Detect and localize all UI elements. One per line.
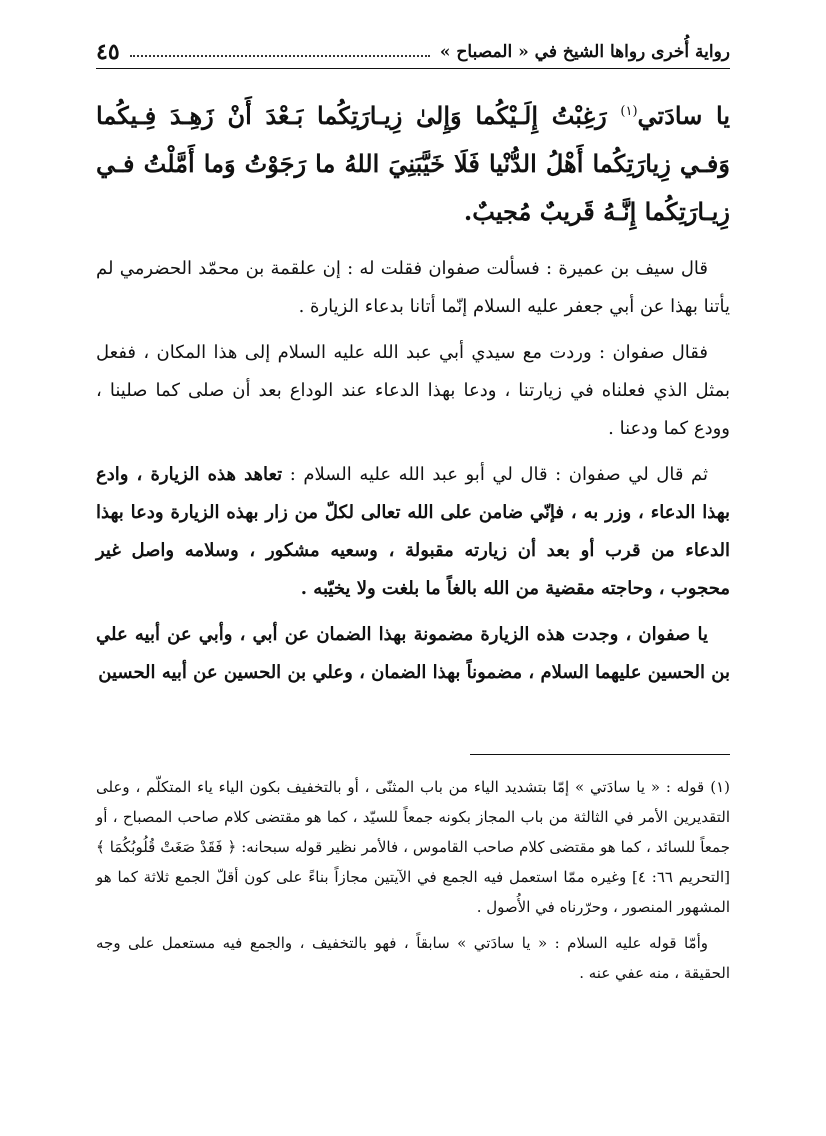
- paragraph-4: يا صفوان ، وجدت هذه الزيارة مضمونة بهذا الضمان عن أبي ، وأبي عن أبيه علي بن الحسين عليهما السلام ، مضموناً بهذا الضمان ، وعلي بن الحسين عن أبيه الحسين: [96, 624, 730, 683]
- header-dot-leader: [130, 55, 430, 57]
- footnote-separator: [470, 754, 730, 755]
- prayer-body: رَغِبْتُ إِلَـيْكُما وَإِلىٰ زِيـارَتِكُما بَـعْدَ أَنْ زَهِـدَ فِـيكُما وَفـي زِيارَتِكُما أَهْلُ الدُّنْيا فَلَا خَيَّبَنِيَ اللهُ ما رَجَوْتُ وَما أَمَّلْتُ فـي زِيـارَتِكُما إِنَّـهُ قَريبٌ مُجيبٌ.: [96, 101, 730, 226]
- paragraph-3-quote: تعاهد هذه الزيارة ، وادع بهذا الدعاء ، وزر به ، فإنّي ضامن على الله تعالى لكلّ من زار بهذه الزيارة ودعا بهذا الدعاء من قرب أو بعد أن زيارته مقبولة ، وسعيه مشكور ، وسلامه واصل غير محجوب ، وحاجته مقضية من الله بالغاً ما بلغت ولا يخيّبه .: [96, 464, 730, 599]
- paragraph-2: فقال صفوان : وردت مع سيدي أبي عبد الله عليه السلام إلى هذا المكان ، ففعل بمثل الذي فعلناه في زيارتنا ، ودعا بهذا الدعاء عند الوداع بعد أن صلى كما صلينا ، وودع كما ودعنا .: [96, 342, 730, 439]
- footnote-reference[interactable]: (١): [620, 104, 638, 119]
- footnote-1-continuation: وأمّا قوله عليه السلام : « يا سادَتي » سابقاً ، فهو بالتخفيف ، والجمع فيه مستعمل على وجه الحقيقة ، منه عفي عنه .: [96, 934, 730, 982]
- paragraph-3: [96, 456, 730, 608]
- page-number: ٤٥: [96, 39, 120, 65]
- running-title: رواية أُخرى رواها الشيخ في « المصباح »: [439, 42, 730, 62]
- paragraph-1: قال سيف بن عميرة : فسألت صفوان فقلت له : إن علقمة بن محمّد الحضرمي لم يأتنا بهذا عن أبي جعفر عليه السلام إنّما أتانا بدعاء الزيارة .: [96, 258, 730, 317]
- paragraph-3-intro: ثم قال لي صفوان : قال لي أبو عبد الله عليه السلام :: [282, 464, 708, 485]
- footnote-1-text: قوله : « يا سادَتي » إمّا بتشديد الياء من باب المثنّى ، أو بالتخفيف بكون الياء ياء المتكلّم ، وعلى التقديرين الأمر في الثالثة من باب المجاز بكونه جمعاً للسيّد ، كما هو مقتضى كلام صاحب المصباح ، أو جمعاً للسائد ، كما هو مقتضى كلام صاحب القاموس ، فالأمر نظير قوله سبحانه: ﴿ فَقَدْ صَغَتْ قُلُوبُكُمَا ﴾ [التحريم ٦٦: ٤] وغيره ممّا استعمل فيه الجمع في الآيتين مجازاً بناءً على كون أقلّ الجمع ثلاثة كما هو المشهور المنصور ، وحرّرناه في الأُصول .: [96, 778, 731, 916]
- main-text: [96, 88, 730, 700]
- prayer-text: [96, 88, 730, 236]
- footnote-1: [96, 772, 730, 922]
- footnote-1-number: (١): [710, 778, 730, 796]
- footnotes: [96, 772, 730, 994]
- prayer-opening: يا سادَتي: [637, 101, 730, 130]
- running-header: [96, 36, 730, 69]
